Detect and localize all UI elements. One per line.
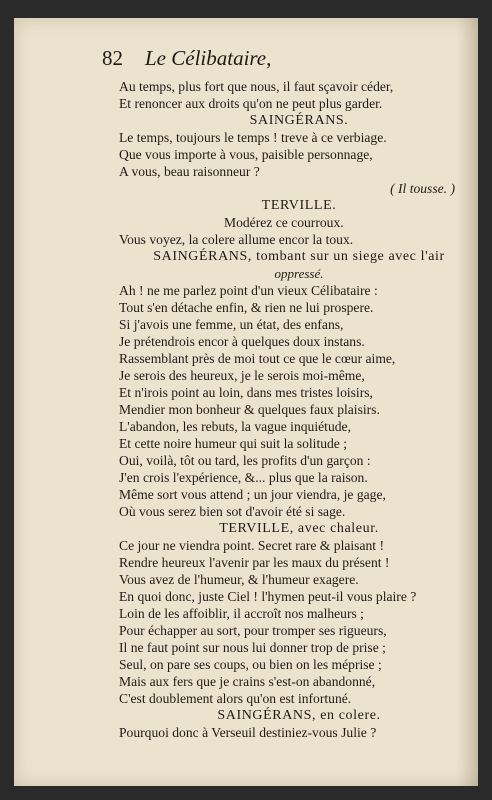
speaker-heading: TERVILLE. [261, 198, 337, 213]
verse-line: Mais aux fers que je crains s'est-on abandonné, [119, 674, 376, 689]
verse-line: Où vous serez bien sot d'avoir été si sage. [119, 504, 346, 519]
verse-line: L'abandon, les rebuts, la vague inquiétude, [119, 419, 351, 434]
speaker-heading: SAINGÉRANS, en colere. [217, 708, 381, 723]
speaker-heading-with-direction: SAINGÉRANS, tombant sur un siege avec l'air [153, 249, 445, 264]
verse-line: Loin de les affoiblir, il accroît nos malheurs ; [119, 606, 364, 621]
verse-line: Il ne faut point sur nous lui donner trop de prise ; [119, 640, 386, 655]
verse-line: J'en crois l'expérience, &... plus que la raison. [119, 470, 368, 485]
running-title: Le Célibataire, [145, 46, 272, 70]
verse-line: Pourquoi donc à Verseuil destiniez-vous Julie ? [119, 725, 377, 740]
verse-line: Au temps, plus fort que nous, il faut sçavoir céder, [119, 79, 394, 94]
verse-line: Vous avez de l'humeur, & l'humeur exagere. [119, 572, 359, 587]
play-text [119, 78, 479, 741]
verse-line: Rassemblant près de moi tout ce que le cœur aime, [119, 351, 396, 366]
stage-direction: oppressé. [274, 266, 324, 281]
running-header [102, 46, 462, 71]
verse-line: Modérez ce courroux. [224, 215, 344, 230]
verse-line: Tout s'en détache enfin, & rien ne lui prospere. [119, 300, 374, 315]
speaker-heading [119, 248, 479, 265]
verse-line: Rendre heureux l'avenir par les maux du présent ! [119, 555, 390, 570]
verse-line: Vous voyez, la colere allume encor la toux. [119, 232, 354, 247]
verse-line: Et n'irois point au loin, dans mes tristes loisirs, [119, 385, 373, 400]
verse-line: Ce jour ne viendra point. Secret rare & plaisant ! [119, 538, 384, 553]
verse-line: Et cette noire humeur qui suit la solitude ; [119, 436, 348, 451]
speaker-heading: TERVILLE, avec chaleur. [219, 521, 379, 536]
verse-line: Pour échapper au sort, pour tromper ses rigueurs, [119, 623, 387, 638]
verse-line: Même sort vous attend ; un jour viendra, je gage, [119, 487, 386, 502]
verse-line: Je prétendrois encor à quelques doux instans. [119, 334, 365, 349]
verse-line: Je serois des heureux, je le serois moi-même, [119, 368, 365, 383]
verse-line: Mendier mon bonheur & quelques faux plaisirs. [119, 402, 380, 417]
verse-line: Le temps, toujours le temps ! treve à ce verbiage. [119, 130, 387, 145]
verse-line: A vous, beau raisonneur ? [119, 164, 260, 179]
verse-line: C'est doublement alors qu'on est infortuné. [119, 691, 352, 706]
page-number: 82 [102, 46, 123, 70]
speaker-heading: SAINGÉRANS. [249, 113, 349, 128]
verse-line: Seul, on pare ses coups, ou bien on les méprise ; [119, 657, 382, 672]
stage-direction: ( Il tousse. ) [390, 181, 455, 196]
verse-line: Si j'avois une femme, un état, des enfans, [119, 317, 344, 332]
verse-line: En quoi donc, juste Ciel ! l'hymen peut-il vous plaire ? [119, 589, 417, 604]
verse-line: Que vous importe à vous, paisible personnage, [119, 147, 373, 162]
verse-line: Oui, voilà, tôt ou tard, les profits d'un garçon : [119, 453, 371, 468]
book-page [14, 18, 478, 786]
verse-line: Et renoncer aux droits qu'on ne peut plus garder. [119, 96, 383, 111]
verse-line: Ah ! ne me parlez point d'un vieux Célibataire : [119, 283, 378, 298]
